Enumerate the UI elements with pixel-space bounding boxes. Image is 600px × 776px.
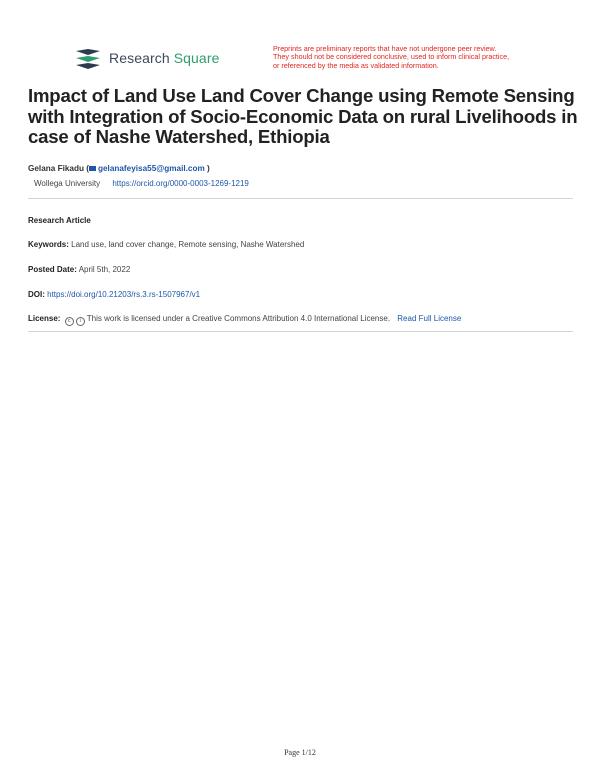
page-number: Page 1/12 bbox=[284, 748, 316, 757]
disclaimer-line: They should not be considered conclusive, used to inform clinical practice, bbox=[273, 52, 510, 62]
license-label: License: bbox=[28, 314, 61, 323]
read-full-license-link[interactable]: Read Full License bbox=[397, 314, 462, 323]
logo-word-square: Square bbox=[173, 50, 220, 66]
affiliation-line bbox=[34, 179, 249, 188]
license-row bbox=[28, 314, 461, 326]
doi-link[interactable]: https://doi.org/10.21203/rs.3.rs-1507967/v1 bbox=[47, 290, 201, 299]
keywords-row bbox=[28, 240, 304, 249]
cc-icon: c bbox=[65, 317, 74, 326]
logo-text bbox=[109, 50, 219, 66]
posted-date-value: April 5th, 2022 bbox=[78, 265, 131, 274]
author-email-link[interactable]: gelanafeyisa55@gmail.com bbox=[97, 164, 205, 173]
author-open-paren: ( bbox=[86, 164, 89, 173]
logo-word-research: Research bbox=[109, 50, 170, 66]
posted-date-row bbox=[28, 265, 130, 274]
orcid-link[interactable]: https://orcid.org/0000-0003-1269-1219 bbox=[112, 179, 249, 188]
article-type bbox=[28, 216, 91, 225]
page-header bbox=[0, 0, 600, 80]
preprint-disclaimer bbox=[273, 45, 543, 70]
author-close-paren: ) bbox=[207, 164, 210, 173]
by-icon: i bbox=[76, 317, 85, 326]
doi-label: DOI: bbox=[28, 290, 45, 299]
disclaimer-line: or referenced by the media as validated information. bbox=[273, 60, 439, 70]
article-type-text: Research Article bbox=[28, 216, 91, 225]
envelope-icon bbox=[89, 166, 96, 171]
posted-date-label: Posted Date: bbox=[28, 265, 77, 274]
affiliation: Wollega University bbox=[34, 179, 101, 188]
divider bbox=[28, 331, 573, 332]
keywords-label: Keywords: bbox=[28, 240, 69, 249]
divider bbox=[28, 198, 573, 199]
research-square-logo-icon bbox=[74, 47, 102, 69]
article-title: Impact of Land Use Land Cover Change using Remote Sensing with Integration of Socio-Economic Data on rural Livelihoods in case of Nashe Watershed, Ethiopia bbox=[28, 85, 578, 147]
author-line bbox=[28, 164, 210, 173]
research-square-logo[interactable] bbox=[74, 47, 219, 69]
keywords-value: Land use, land cover change, Remote sensing, Nashe Watershed bbox=[71, 240, 305, 249]
disclaimer-line: Preprints are preliminary reports that have not undergone peer review. bbox=[273, 44, 497, 53]
license-text: This work is licensed under a Creative Commons Attribution 4.0 International License. bbox=[86, 314, 391, 323]
author-name: Gelana Fikadu bbox=[28, 164, 84, 173]
doi-row bbox=[28, 290, 200, 299]
